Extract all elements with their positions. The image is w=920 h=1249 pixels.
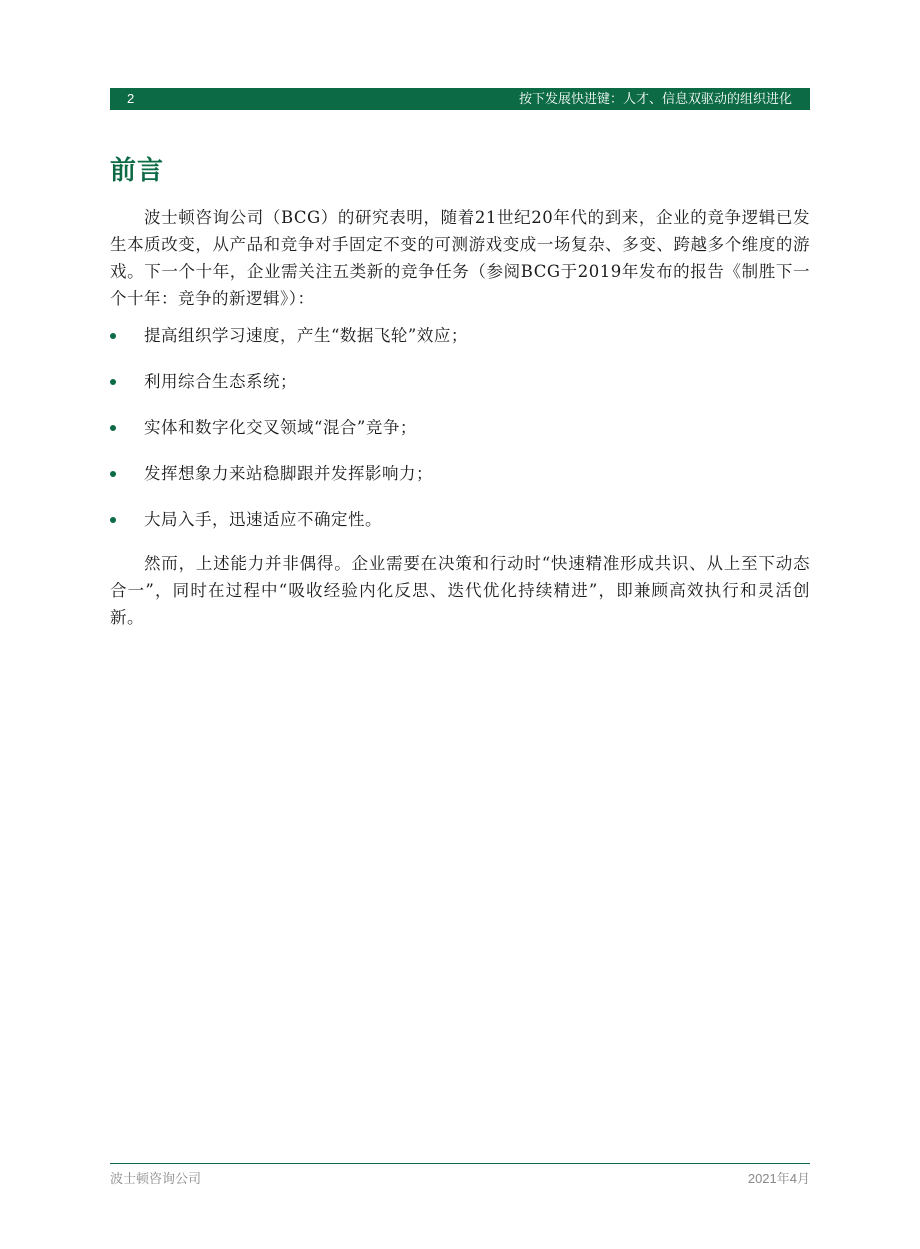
- list-item-text: 利用综合生态系统；: [144, 372, 297, 391]
- bullet-icon: [110, 379, 116, 385]
- list-item: [110, 460, 810, 506]
- conclusion-paragraph: 然而，上述能力并非偶得。企业需要在决策和行动时“快速精准形成共识、从上至下动态合一”，同时在过程中“吸收经验内化反思、迭代优化持续精进”，即兼顾高效执行和灵活创新。: [110, 554, 810, 627]
- bullet-icon: [110, 425, 116, 431]
- bullet-icon: [110, 517, 116, 523]
- list-item-text: 大局入手，迅速适应不确定性。: [144, 510, 382, 529]
- bullet-icon: [110, 333, 116, 339]
- running-title: 按下发展快进键：人才、信息双驱动的组织进化: [518, 91, 792, 106]
- header-bar: [110, 88, 810, 110]
- footer-organization: 波士顿咨询公司: [110, 1171, 202, 1186]
- intro-paragraph: 波士顿咨询公司（BCG）的研究表明，随着21世纪20年代的到来，企业的竞争逻辑已发生本质改变，从产品和竞争对手固定不变的可测游戏变成一场复杂、多变、跨越多个维度的游戏。下一个十年，企业需关注五类新的竞争任务（参阅BCG于2019年发布的报告《制胜下一个十年：竞争的新逻辑》）：: [110, 208, 810, 308]
- section-title: 前言: [110, 156, 165, 186]
- task-list: [110, 322, 810, 552]
- footer-date: 2021年4月: [747, 1171, 810, 1186]
- list-item-text: 提高组织学习速度，产生“数据飞轮”效应；: [144, 326, 468, 345]
- list-item-text: 实体和数字化交叉领域“混合”竞争；: [144, 418, 417, 437]
- footer-divider: [110, 1163, 810, 1164]
- bullet-icon: [110, 471, 116, 477]
- list-item: [110, 322, 810, 368]
- page-number: 2: [127, 91, 135, 106]
- list-item: [110, 368, 810, 414]
- list-item: [110, 506, 810, 552]
- list-item: [110, 414, 810, 460]
- list-item-text: 发挥想象力来站稳脚跟并发挥影响力；: [144, 464, 433, 483]
